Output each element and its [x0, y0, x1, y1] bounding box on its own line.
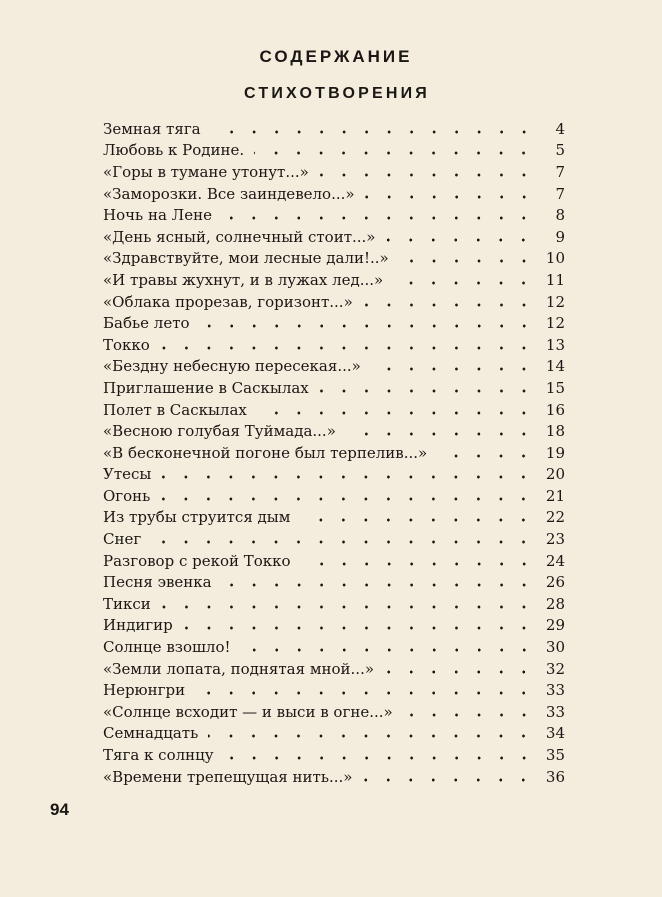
toc-entry	[103, 118, 565, 140]
toc-entry-page: 30	[545, 638, 565, 657]
toc-entry-title: Тикси	[103, 594, 151, 613]
toc-entry-title: «И травы жухнут, и в лужах лед...»	[103, 270, 384, 289]
table-of-contents	[103, 118, 565, 787]
dot-leader	[183, 626, 535, 630]
toc-entry	[103, 377, 565, 399]
toc-entry	[103, 701, 565, 723]
dot-leader	[393, 281, 535, 285]
toc-entry	[103, 550, 565, 572]
toc-entry-page: 12	[545, 292, 565, 311]
toc-entry-page: 14	[545, 357, 565, 376]
dot-leader	[160, 346, 535, 350]
toc-entry-title: «Здравствуйте, мои лесные дали!..»	[103, 249, 389, 268]
toc-entry-title: «Времени трепещущая нить...»	[103, 767, 353, 786]
toc-entry-page: 21	[545, 486, 565, 505]
toc-entry-title: «Горы в тумане утонут...»	[103, 162, 309, 181]
toc-entry	[103, 464, 565, 486]
toc-entry	[103, 528, 565, 550]
dot-leader	[437, 454, 535, 458]
toc-entry-title: Любовь к Родине.	[103, 141, 245, 160]
dot-leader	[346, 432, 535, 436]
toc-entry-title: Индигир	[103, 616, 173, 635]
toc-entry-page: 12	[545, 314, 565, 333]
toc-entry	[103, 140, 565, 162]
toc-entry-page: 5	[555, 141, 565, 160]
toc-entry-page: 23	[545, 530, 565, 549]
toc-entry-title: Тяга к солнцу	[103, 746, 214, 765]
toc-entry-title: «День ясный, солнечный стоит...»	[103, 227, 376, 246]
toc-entry-title: Семнадцать	[103, 724, 199, 743]
toc-entry-page: 4	[555, 119, 565, 138]
dot-leader	[399, 259, 535, 263]
toc-entry-page: 9	[555, 227, 565, 246]
dot-leader	[151, 540, 535, 544]
toc-entry-page: 28	[545, 594, 565, 613]
toc-entry	[103, 399, 565, 421]
dot-leader	[241, 648, 535, 652]
toc-entry-page: 18	[545, 422, 565, 441]
dot-leader	[384, 670, 535, 674]
dot-leader	[363, 303, 535, 307]
toc-entry	[103, 723, 565, 745]
dot-leader	[195, 691, 535, 695]
toc-entry	[103, 183, 565, 205]
toc-entry-title: Из трубы струится дым	[103, 508, 291, 527]
toc-entry	[103, 269, 565, 291]
toc-entry-page: 36	[545, 767, 565, 786]
dot-leader	[403, 713, 535, 717]
toc-entry-title: Бабье лето	[103, 314, 190, 333]
toc-entry-page: 32	[545, 659, 565, 678]
toc-entry-title: «Бездну небесную пересекая...»	[103, 357, 361, 376]
toc-entry-page: 26	[545, 573, 565, 592]
dot-leader	[254, 151, 535, 155]
toc-entry	[103, 744, 565, 766]
dot-leader	[385, 238, 535, 242]
toc-entry	[103, 593, 565, 615]
toc-entry-page: 24	[545, 551, 565, 570]
toc-entry-title: Разговор с рекой Токко	[103, 551, 291, 570]
dot-leader	[211, 130, 535, 134]
toc-entry	[103, 766, 565, 788]
toc-entry-title: Солнце взошло!	[103, 638, 231, 657]
toc-entry	[103, 334, 565, 356]
toc-entry-page: 22	[545, 508, 565, 527]
toc-entry-title: Ночь на Лене	[103, 206, 212, 225]
toc-entry-page: 34	[545, 724, 565, 743]
toc-entry-title: Полет в Саскылах	[103, 400, 247, 419]
dot-leader	[365, 195, 535, 199]
dot-leader	[224, 756, 535, 760]
toc-entry	[103, 356, 565, 378]
toc-entry-page: 10	[545, 249, 565, 268]
toc-entry-page: 33	[545, 681, 565, 700]
toc-entry	[103, 204, 565, 226]
toc-entry-page: 33	[545, 702, 565, 721]
toc-entry-title: Утесы	[103, 465, 152, 484]
toc-entry-page: 13	[545, 335, 565, 354]
page-number: 94	[50, 800, 69, 819]
toc-entry-page: 15	[545, 378, 565, 397]
toc-entry	[103, 571, 565, 593]
toc-entry-title: «Солнце всходит — и выси в огне...»	[103, 702, 393, 721]
dot-leader	[208, 734, 535, 738]
toc-entry	[103, 679, 565, 701]
dot-leader	[222, 216, 535, 220]
toc-entry-title: Песня эвенка	[103, 573, 212, 592]
toc-entry	[103, 226, 565, 248]
toc-entry-title: Токко	[103, 335, 150, 354]
toc-entry-page: 16	[545, 400, 565, 419]
toc-entry-title: «Земли лопата, поднятая мной...»	[103, 659, 375, 678]
dot-leader	[319, 173, 535, 177]
toc-entry	[103, 312, 565, 334]
contents-heading: СОДЕРЖАНИЕ	[259, 47, 413, 66]
toc-entry-title: «Заморозки. Все заиндевело...»	[103, 184, 355, 203]
toc-entry-title: Снег	[103, 530, 142, 549]
toc-entry-title: «Облака прорезав, горизонт...»	[103, 292, 353, 311]
dot-leader	[257, 411, 535, 415]
toc-entry	[103, 291, 565, 313]
toc-entry-title: «В бесконечной погоне был терпелив...»	[103, 443, 428, 462]
dot-leader	[200, 324, 535, 328]
toc-entry	[103, 248, 565, 270]
dot-leader	[301, 562, 535, 566]
dot-leader	[371, 367, 535, 371]
toc-entry	[103, 485, 565, 507]
toc-entry	[103, 420, 565, 442]
toc-entry-title: Приглашение в Саскылах	[103, 378, 309, 397]
toc-entry-page: 7	[555, 184, 565, 203]
dot-leader	[161, 475, 535, 479]
dot-leader	[319, 389, 535, 393]
toc-entry	[103, 636, 565, 658]
dot-leader	[362, 778, 535, 782]
toc-entry-page: 7	[555, 162, 565, 181]
toc-entry-page: 29	[545, 616, 565, 635]
toc-entry-title: Огонь	[103, 486, 151, 505]
toc-entry	[103, 615, 565, 637]
toc-entry-page: 20	[545, 465, 565, 484]
toc-entry-title: «Весною голубая Туймада...»	[103, 422, 336, 441]
toc-entry	[103, 507, 565, 529]
toc-entry-page: 8	[555, 206, 565, 225]
toc-entry-page: 19	[545, 443, 565, 462]
toc-entry-title: Нерюнгри	[103, 681, 186, 700]
toc-entry-title: Земная тяга	[103, 119, 201, 138]
dot-leader	[160, 497, 535, 501]
toc-entry-page: 11	[545, 270, 565, 289]
dot-leader	[300, 518, 535, 522]
toc-entry-page: 35	[545, 746, 565, 765]
section-heading: СТИХОТВОРЕНИЯ	[243, 85, 430, 102]
toc-entry	[103, 161, 565, 183]
toc-entry	[103, 658, 565, 680]
toc-entry	[103, 442, 565, 464]
dot-leader	[161, 605, 535, 609]
dot-leader	[222, 583, 535, 587]
